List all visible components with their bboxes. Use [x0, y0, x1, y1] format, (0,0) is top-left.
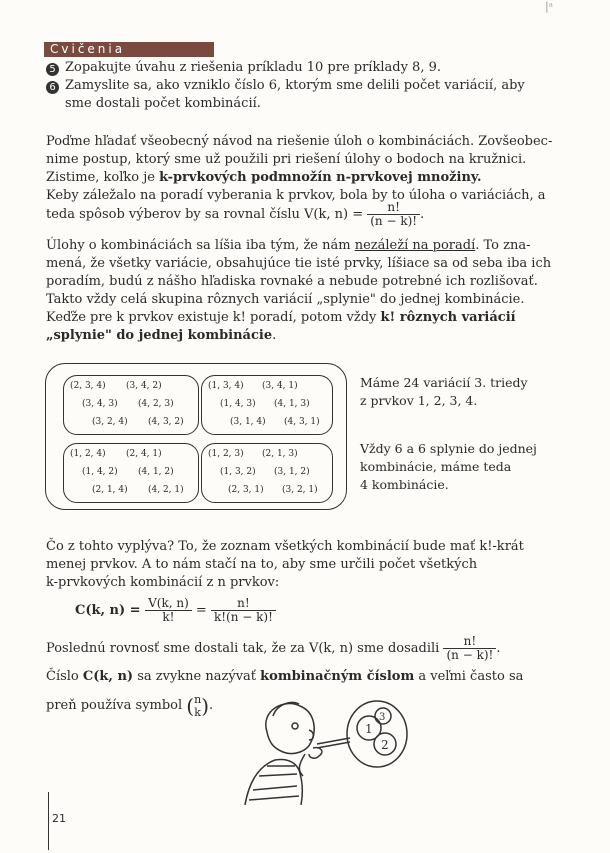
- para2-line6: „splynie" do jednej kombinácie.: [46, 328, 277, 343]
- bold-statement: k-prvkových podmnožín n-prvkovej množiny.: [159, 170, 482, 185]
- corner-mark: |ᵃ: [545, 0, 553, 13]
- para1-line5: teda spôsob výberov by sa rovnal číslu V(k, n) = $\frac{n!}{(n - k)!}$ .: [46, 200, 425, 228]
- exercise-5: [46, 59, 441, 77]
- para1-line2: nime postup, ktorý sme už použili pri riešení úlohy o bodoch na kružnici.: [46, 152, 527, 167]
- binomial-symbol: n k: [194, 692, 202, 719]
- combination-group-134: (1, 3, 4) (3, 4, 1) (1, 4, 3) (4, 1, 3) (3, 1, 4) (4, 3, 1): [201, 375, 333, 435]
- section-header: Cvičenia: [44, 42, 214, 57]
- para3-line3: k-prvkových kombinácií z n prvkov:: [46, 575, 280, 590]
- combination-group-124: (1, 2, 4) (2, 4, 1) (1, 4, 2) (4, 1, 2) (2, 1, 4) (4, 2, 1): [63, 443, 199, 503]
- combination-group-123: (1, 2, 3) (2, 1, 3) (1, 3, 2) (3, 1, 2) (2, 3, 1) (3, 2, 1): [201, 443, 333, 503]
- para4-line3: preň používa symbol ( n k ).: [46, 692, 214, 719]
- side-note-a1: Máme 24 variácií 3. triedy: [360, 375, 528, 390]
- variation-fraction: $\frac{n!}{(n - k)!}$: [367, 201, 420, 228]
- side-note-a2: z prvkov 1, 2, 3, 4.: [360, 393, 478, 408]
- para2-line3: poradím, budú z nášho hľadiska rovnaké a nebude potrebné ich rozlišovať.: [46, 274, 538, 289]
- para2-line4: Takto vždy celá skupina rôznych variácií „splynie" do jednej kombinácie.: [46, 292, 525, 307]
- page-number: 21: [52, 812, 66, 825]
- bubble-digit: 1: [365, 722, 373, 736]
- para1-line1: Poďme hľadať všeobecný návod na riešenie úloh o kombináciách. Zovšeobec-: [46, 134, 553, 149]
- para4-line1: Poslednú rovnosť sme dostali tak, že za V(k, n) sme dosadili $\frac{n!}{(n - k)!}$ .: [46, 634, 501, 662]
- bubble-digit: 3: [379, 712, 386, 723]
- combination-group-234: (2, 3, 4) (3, 4, 2) (3, 4, 3) (4, 2, 3) (3, 2, 4) (4, 3, 2): [63, 375, 199, 435]
- exercise-text: Zopakujte úvahu z riešenia príkladu 10 pre príklady 8, 9.: [65, 60, 441, 75]
- para2-line5: Keďže pre k prvkov existuje k! poradí, potom vždy k! rôznych variácií: [46, 310, 516, 325]
- para3-line1: Čo z tohto vyplýva? To, že zoznam všetkých kombinácií bude mať k!-krát: [46, 539, 524, 554]
- side-note-b2: kombinácie, máme teda: [360, 459, 512, 474]
- exercise-6-cont: sme dostali počet kombinácií.: [65, 96, 261, 111]
- exercise-number: 5: [46, 63, 59, 76]
- para1-line4: Keby záležalo na poradí vyberania k prvkov, bola by to úloha o variáciách, a: [46, 188, 546, 203]
- para1-line3: Zistime, koľko je k-prvkových podmnožín n-prvkovej množiny.: [46, 170, 482, 185]
- para3-line2: menej prvkov. A to nám stačí na to, aby sme určili počet všetkých: [46, 557, 478, 572]
- side-note-b3: 4 kombinácie.: [360, 477, 449, 492]
- para2-line1: Úlohy o kombináciách sa líšia iba tým, že nám nezáleží na poradí. To zna-: [46, 238, 531, 253]
- combination-formula: C(k, n) = $\frac{V(k, n)}{k!}$ = $\frac{n!}{k!(n - k)!}$: [75, 596, 276, 626]
- exercise-number: 6: [46, 81, 59, 94]
- para4-line2: Číslo C(k, n) sa zvykne nazývať kombinačným číslom a veľmi často sa: [46, 669, 524, 684]
- side-note-b1: Vždy 6 a 6 splynie do jednej: [360, 441, 537, 456]
- bubble-digit: 2: [381, 738, 389, 752]
- page-divider: [48, 792, 49, 850]
- boy-bubble-illustration: [225, 690, 425, 805]
- exercise-text: Zamyslite sa, ako vzniklo číslo 6, ktorým sme delili počet variácií, aby: [65, 78, 525, 93]
- para2-line2: mená, že všetky variácie, obsahujúce tie isté prvky, líšiace sa od seba iba ich: [46, 256, 552, 271]
- exercise-6: [46, 77, 525, 95]
